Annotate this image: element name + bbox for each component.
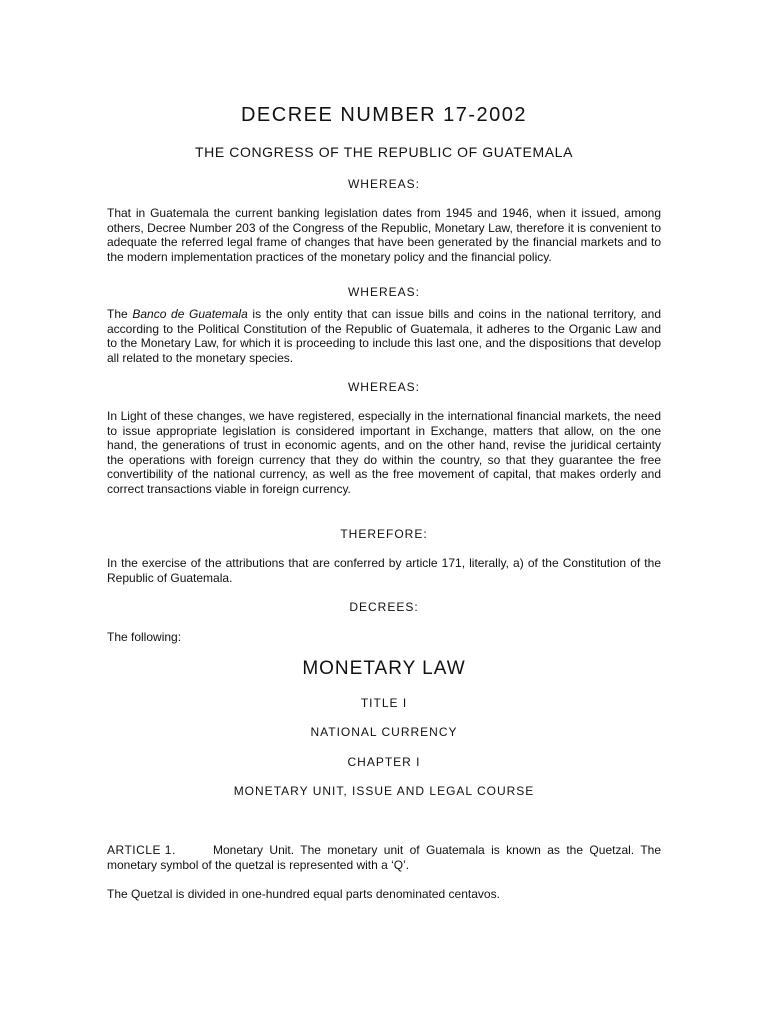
chapter-label: CHAPTER I (347, 755, 421, 769)
therefore-heading: THEREFORE: (340, 527, 428, 541)
whereas-paragraph-1: That in Guatemala the current banking legislation dates from 1945 and 1946, when it issued, among others, Decree Number 203 of the Congress of the Republic, Monetary Law, therefore it is convenient to adequate the referred legal frame of changes that have been generated by the financial markets and to the modern implementation practices of the monetary policy and the financial policy. (107, 206, 661, 264)
law-title: MONETARY LAW (302, 658, 466, 679)
therefore-paragraph: In the exercise of the attributions that are conferred by article 171, literally, a) of the Constitution of the Republic of Guatemala. (107, 556, 661, 585)
article-1-text: Monetary Unit. The monetary unit of Guatemala is known as the Quetzal. The monetary symbol of the quetzal is represented with a ‘Q’. (107, 843, 661, 872)
title-label: TITLE I (360, 696, 408, 710)
whereas-heading-2: WHEREAS: (347, 285, 420, 299)
whereas-2-rest: is the only entity that can issue bills and coins in the national territory, and according to the Political Constitution of the Republic of Guatemala, it adheres to the Organic Law and to the Monetary Law, for which it is proceeding to include this last one, and the dispositions that develop all related to the monetary species. (107, 307, 661, 365)
decrees-heading: DECREES: (349, 600, 419, 614)
article-1 (107, 843, 661, 872)
article-1-label: ARTICLE 1. (107, 843, 176, 857)
article-1-paragraph-2: The Quetzal is divided in one-hundred equal parts denominated centavos. (107, 887, 500, 901)
whereas-paragraph-3: In Light of these changes, we have registered, especially in the international financial markets, the need to issue appropriate legislation is considered important in Exchange, matters that allow, on the one hand, the generations of trust in economic agents, and on the other hand, revise the juridical certainty the operations with foreign currency that they do within the country, so that they guarantee the free convertibility of the national currency, as well as the free movement of capital, that makes orderly and correct transactions viable in foreign currency. (107, 409, 661, 496)
following-text: The following: (107, 630, 182, 644)
whereas-heading-3: WHEREAS: (347, 380, 420, 394)
bank-name: Banco de Guatemala (132, 307, 248, 321)
decree-title: DECREE NUMBER 17-2002 (240, 104, 528, 126)
congress-heading: THE CONGRESS OF THE REPUBLIC OF GUATEMALA (194, 144, 574, 160)
whereas-2-prefix: The (107, 307, 133, 321)
title-name: NATIONAL CURRENCY (310, 725, 458, 739)
chapter-name: MONETARY UNIT, ISSUE AND LEGAL COURSE (233, 784, 535, 798)
whereas-heading-1: WHEREAS: (347, 177, 420, 191)
whereas-paragraph-2 (107, 307, 661, 365)
